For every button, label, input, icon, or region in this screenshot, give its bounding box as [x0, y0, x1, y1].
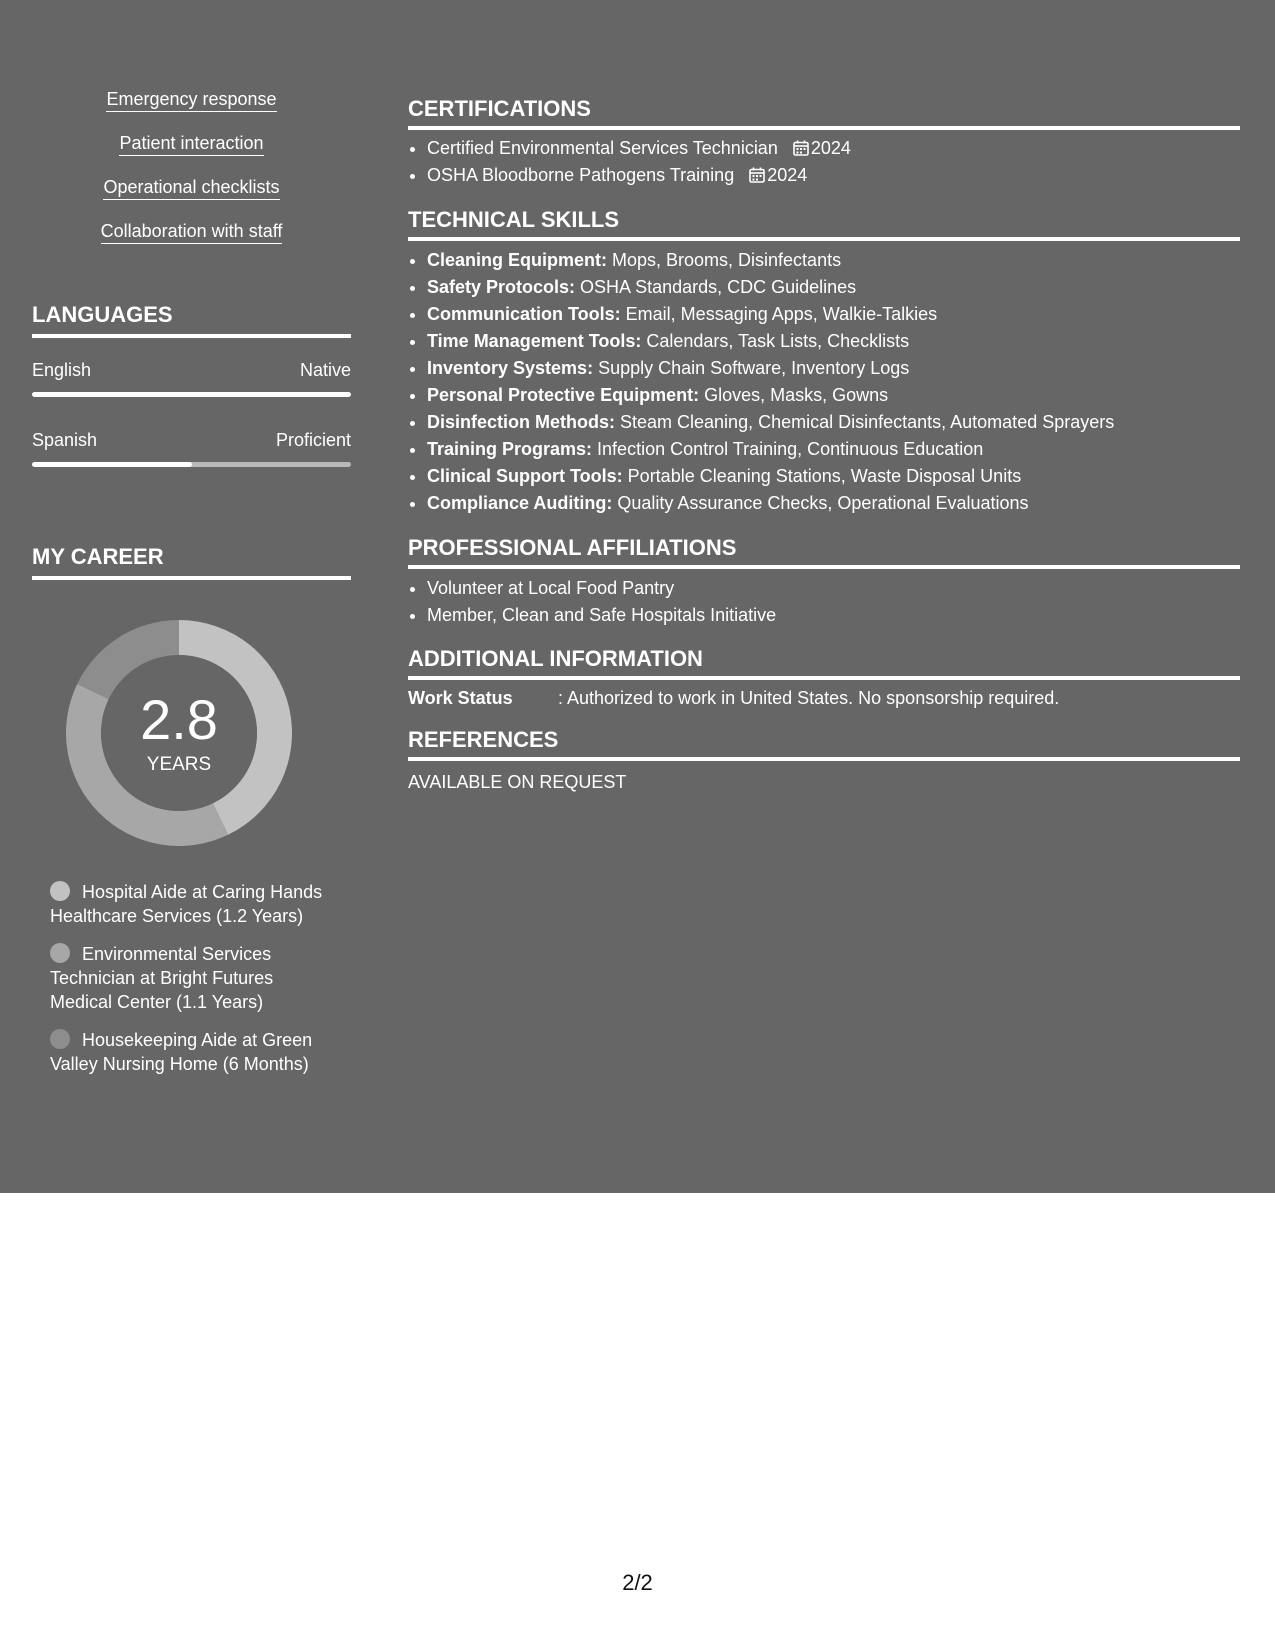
certification-name: OSHA Bloodborne Pathogens Training [427, 165, 735, 185]
languages-heading: LANGUAGES [32, 302, 351, 338]
skill-value: Portable Cleaning Stations, Waste Disposal Units [622, 466, 1022, 486]
career-item [50, 880, 340, 928]
technical-skill-item [427, 490, 1237, 517]
page-number: 2/2 [622, 1570, 653, 1595]
technical-skill-item [427, 463, 1237, 490]
additional-info-heading: ADDITIONAL INFORMATION [408, 646, 1240, 680]
legend-dot [50, 881, 70, 901]
certifications-heading: CERTIFICATIONS [408, 96, 1240, 130]
affiliations-heading: PROFESSIONAL AFFILIATIONS [408, 535, 1240, 569]
work-status-label: Work Status [408, 688, 513, 708]
skill-value: Quality Assurance Checks, Operational Evaluations [612, 493, 1029, 513]
certifications-list [408, 135, 1237, 189]
skill-label: Training Programs: [427, 439, 593, 459]
technical-skill-item [427, 301, 1237, 328]
legend-dot [50, 1029, 70, 1049]
certification-name: Certified Environmental Services Technician [427, 138, 778, 158]
skill-label: Communication Tools: [427, 304, 621, 324]
technical-skill-item [427, 247, 1237, 274]
technical-skill-item [427, 382, 1237, 409]
technical-skill-item [427, 274, 1237, 301]
calendar-icon [749, 167, 765, 183]
career-item-label: Hospital Aide at Caring Hands Healthcare Services (1.2 Years) [50, 882, 323, 926]
work-status-row [408, 688, 1059, 709]
career-total-value: 2.8 [140, 688, 218, 751]
language-bar [32, 462, 351, 467]
affiliations-list [408, 575, 1237, 629]
skill-label: Compliance Auditing: [427, 493, 613, 513]
language-level: Proficient [275, 430, 351, 450]
skill-value: Infection Control Training, Continuous Education [592, 439, 984, 459]
skill-label: Personal Protective Equipment: [427, 385, 700, 405]
skill-value: Gloves, Masks, Gowns [699, 385, 889, 405]
skill-tag: Patient interaction [119, 132, 263, 156]
skill-label: Safety Protocols: [427, 277, 576, 297]
skill-label: Clinical Support Tools: [427, 466, 623, 486]
skill-label: Inventory Systems: [427, 358, 594, 378]
language-bar [32, 392, 351, 397]
technical-skill-item [427, 328, 1237, 355]
certification-year: 2024 [810, 138, 851, 158]
references-heading: REFERENCES [408, 727, 1240, 761]
skill-value: OSHA Standards, CDC Guidelines [575, 277, 857, 297]
certification-item [427, 135, 1237, 162]
technical-skills-list [408, 247, 1237, 517]
language-bar-fill [32, 392, 351, 397]
legend-dot [50, 943, 70, 963]
skill-value: Supply Chain Software, Inventory Logs [593, 358, 910, 378]
skill-tags [32, 88, 351, 264]
calendar-icon [793, 140, 809, 156]
career-item-label: Environmental Services Technician at Bright Futures Medical Center (1.1 Years) [50, 944, 274, 1012]
technical-skills-heading: TECHNICAL SKILLS [408, 207, 1240, 241]
certification-year: 2024 [767, 165, 808, 185]
career-item-label: Housekeeping Aide at Green Valley Nursing Home (6 Months) [50, 1030, 313, 1074]
career-item [50, 1028, 340, 1076]
skill-label: Cleaning Equipment: [427, 250, 607, 270]
references-text: AVAILABLE ON REQUEST [408, 772, 627, 792]
skill-label: Time Management Tools: [427, 331, 642, 351]
work-status-value: : Authorized to work in United States. No sponsorship required. [558, 688, 1060, 708]
skill-tag: Collaboration with staff [101, 220, 283, 244]
skill-label: Disinfection Methods: [427, 412, 615, 432]
language-bar-fill [32, 462, 192, 467]
skill-value: Email, Messaging Apps, Walkie-Talkies [620, 304, 938, 324]
affiliation-item: • Volunteer at Local Food Pantry [427, 575, 1237, 602]
career-total-unit: YEARS [146, 754, 212, 775]
skill-tag: Operational checklists [103, 176, 279, 200]
skill-tag: Emergency response [106, 88, 276, 112]
language-name: Spanish [32, 430, 98, 450]
skill-value: Calendars, Task Lists, Checklists [641, 331, 910, 351]
technical-skill-item [427, 409, 1237, 436]
certification-item [427, 162, 1237, 189]
technical-skill-item [427, 436, 1237, 463]
skill-value: Steam Cleaning, Chemical Disinfectants, Automated Sprayers [615, 412, 1115, 432]
career-legend [50, 880, 340, 1090]
career-heading: MY CAREER [32, 544, 351, 580]
language-level: Native [299, 360, 351, 380]
language-name: English [32, 360, 92, 380]
skill-value: Mops, Brooms, Disinfectants [607, 250, 842, 270]
technical-skill-item [427, 355, 1237, 382]
career-item [50, 942, 340, 1014]
affiliation-item: • Member, Clean and Safe Hospitals Initiative [427, 602, 1237, 629]
